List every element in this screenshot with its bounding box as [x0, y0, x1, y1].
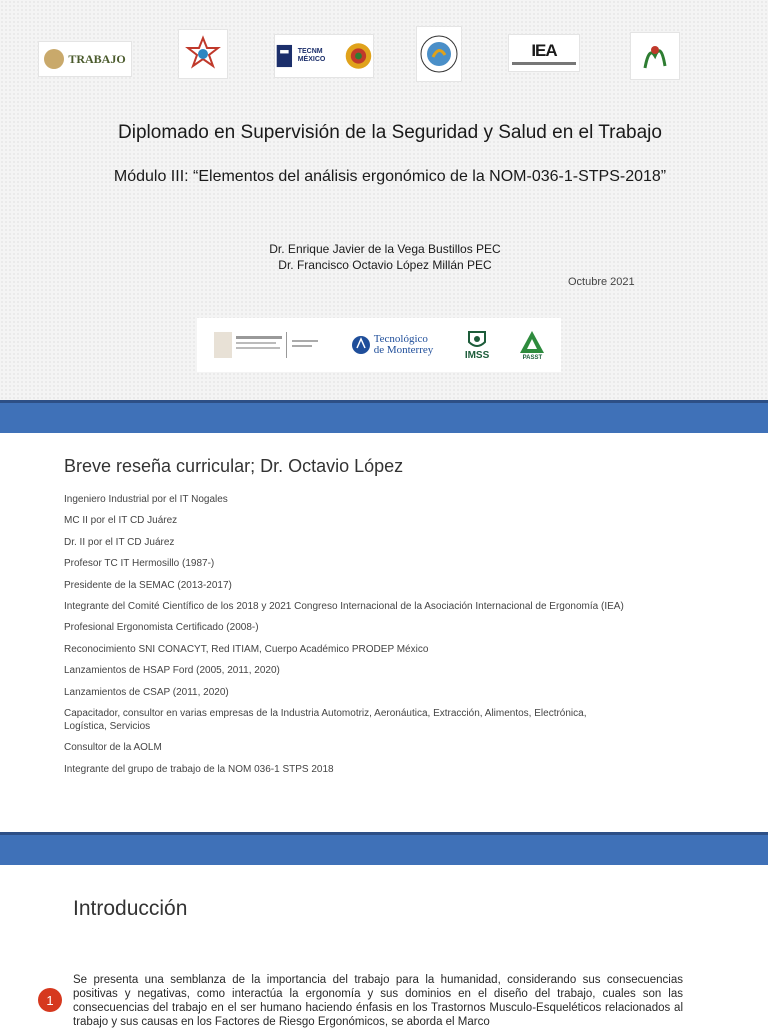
passt-triangle-icon — [518, 329, 546, 355]
presentation-date: Octubre 2021 — [568, 276, 635, 288]
iea-logo — [508, 34, 580, 72]
slide-divider-2 — [0, 832, 768, 865]
list-item: MC II por el IT CD Juárez — [64, 515, 178, 527]
list-item: Capacitador, consultor en varias empresas de la Industria Automotriz, Aeronáutica, Extracción, Alimentos, Electrónica, Logística, Servicios — [64, 707, 587, 732]
iea-underline — [512, 62, 576, 65]
icatson-logo — [212, 328, 322, 362]
author-2: Dr. Francisco Octavio López Millán PEC — [278, 258, 492, 272]
list-item: Reconocimiento SNI CONACYT, Red ITIAM, Cuerpo Académico PRODEP México — [64, 643, 429, 655]
colegio-figure-icon — [635, 36, 675, 76]
trabajo-logo — [38, 41, 132, 77]
tec-monterrey-icon — [351, 334, 371, 356]
tec-monterrey-logo — [351, 334, 436, 356]
point-number-badge: 1 — [38, 988, 62, 1012]
passt-logo — [518, 329, 546, 361]
list-item: Presidente de la SEMAC (2013-2017) — [64, 579, 232, 591]
list-item: Profesional Ergonomista Certificado (2008-) — [64, 622, 259, 634]
tecnm-logo-text: TECNM MÉXICO — [297, 48, 326, 63]
tec-monterrey-text: Tecnológico de Monterrey — [373, 333, 434, 356]
list-item: Ingeniero Industrial por el IT Nogales — [64, 494, 228, 505]
author-1: Dr. Enrique Javier de la Vega Bustillos PEC — [269, 242, 501, 256]
list-item: Lanzamientos de HSAP Ford (2005, 2011, 2020) — [64, 665, 280, 677]
module-subtitle: Módulo III: “Elementos del análisis ergonómico de la NOM-036-1-STPS-2018” — [113, 168, 667, 185]
list-item: Dr. II por el IT CD Juárez — [64, 536, 175, 548]
list-item: Integrante del grupo de trabajo de la NOM 036-1 STPS 2018 — [64, 763, 334, 775]
list-item: Profesor TC IT Hermosillo (1987-) — [64, 558, 215, 570]
clam-star-icon — [183, 34, 223, 74]
sociedad-ergonomistas-logo — [416, 26, 462, 82]
sponsor-logos — [197, 318, 561, 372]
institute-seal-icon — [344, 39, 373, 73]
icatson-emblem-icon — [212, 328, 322, 362]
iea-logo-text: IEA — [531, 41, 557, 60]
imss-logo — [465, 330, 489, 361]
imss-eagle-icon — [466, 330, 488, 350]
imss-text: IMSS — [464, 349, 490, 361]
intro-title: Introducción — [73, 897, 188, 920]
tecnm-emblem-icon — [275, 41, 294, 71]
colegio-ergonomia-logo — [630, 32, 680, 80]
list-item: Integrante del Comité Científico de los 2018 y 2021 Congreso Internacional de la Asociación Internacional de Ergonomía (IEA) — [64, 600, 624, 612]
sociedad-seal-icon — [419, 29, 459, 79]
passt-text: PASST — [522, 355, 543, 361]
title-slide — [0, 0, 768, 400]
trabajo-logo-text: TRABAJO — [68, 51, 126, 66]
slide-divider-1 — [0, 400, 768, 433]
cv-title: Breve reseña curricular; Dr. Octavio López — [64, 456, 404, 476]
list-item: Lanzamientos de CSAP (2011, 2020) — [64, 686, 229, 698]
clam-logo — [178, 29, 228, 79]
course-title: Diplomado en Supervisión de la Seguridad y Salud en el Trabajo — [118, 122, 662, 143]
tecnm-logo — [274, 34, 374, 78]
mexico-seal-icon — [44, 49, 64, 69]
intro-paragraph: Se presenta una semblanza de la importancia del trabajo para la humanidad, considerando sus consecuencias positivas y negativas, como interactúa la ergonomía y sus dominios en el diseño del trabajo, cuales son las consecuencias del trabajo en el ser humano haciendo énfasis en los Trastornos Musculo-Esqueléticos relacionados al trabajo y sus causas en los Factores de Riesgo Ergonómicos, se aborda el Marco — [73, 974, 683, 1028]
cv-list — [64, 493, 624, 784]
list-item: Consultor de la AOLM — [64, 742, 162, 754]
